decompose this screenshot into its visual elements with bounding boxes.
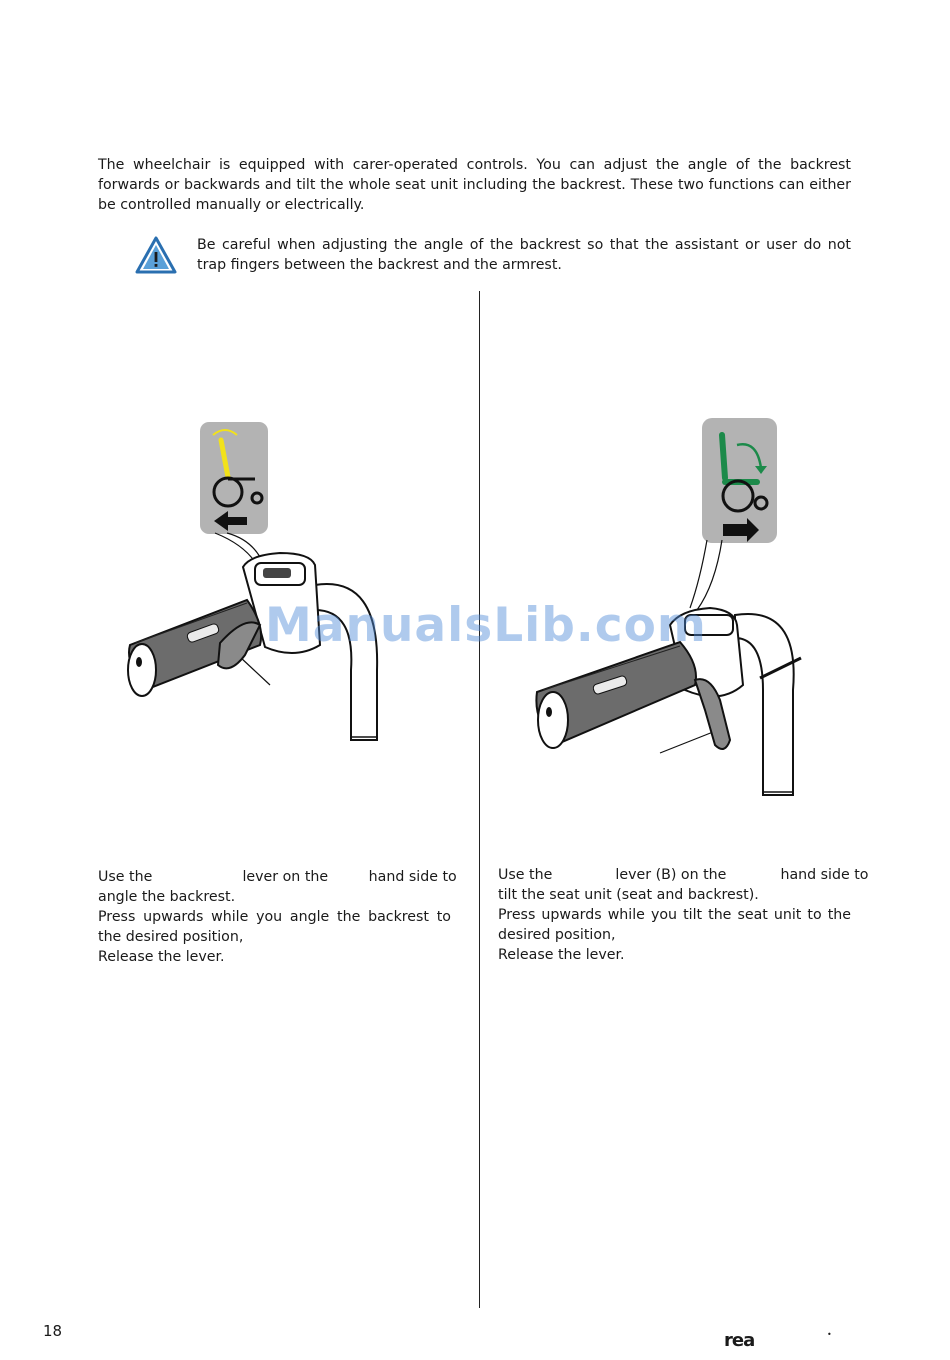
left-line-4: Release the lever. xyxy=(98,949,225,965)
left-line-1: Use the lever on the hand side to xyxy=(98,869,457,885)
brand-dot: • xyxy=(827,1330,832,1339)
right-line-3: Press upwards while you tilt the seat unit to the desired position, xyxy=(498,907,851,943)
right-line-4: Release the lever. xyxy=(498,947,625,963)
left-line-3: Press upwards while you angle the backrest to the desired position, xyxy=(98,909,451,945)
intro-paragraph: The wheelchair is equipped with carer-operated controls. You can adjust the angle of the backrest forwards or backwards and tilt the whole seat unit including the backrest. These two functions can either be controlled manually or electrically. xyxy=(98,157,851,213)
backrest-control-illustration xyxy=(115,415,405,750)
column-divider xyxy=(479,291,480,1308)
left-column-text xyxy=(98,867,457,967)
right-column-text xyxy=(498,865,869,965)
warning-text: Be careful when adjusting the angle of the backrest so that the assistant or user do not trap fingers between the backrest and the armrest. xyxy=(197,237,851,273)
brand-logo: rea xyxy=(724,1330,755,1351)
page-number: 18 xyxy=(43,1322,63,1340)
left-line-2: angle the backrest. xyxy=(98,889,236,905)
warning-triangle-icon xyxy=(135,236,177,274)
right-line-1: Use the lever (B) on the hand side to xyxy=(498,867,869,883)
right-line-2: tilt the seat unit (seat and backrest). xyxy=(498,887,759,903)
watermark: ManualsLib.com xyxy=(265,598,707,653)
